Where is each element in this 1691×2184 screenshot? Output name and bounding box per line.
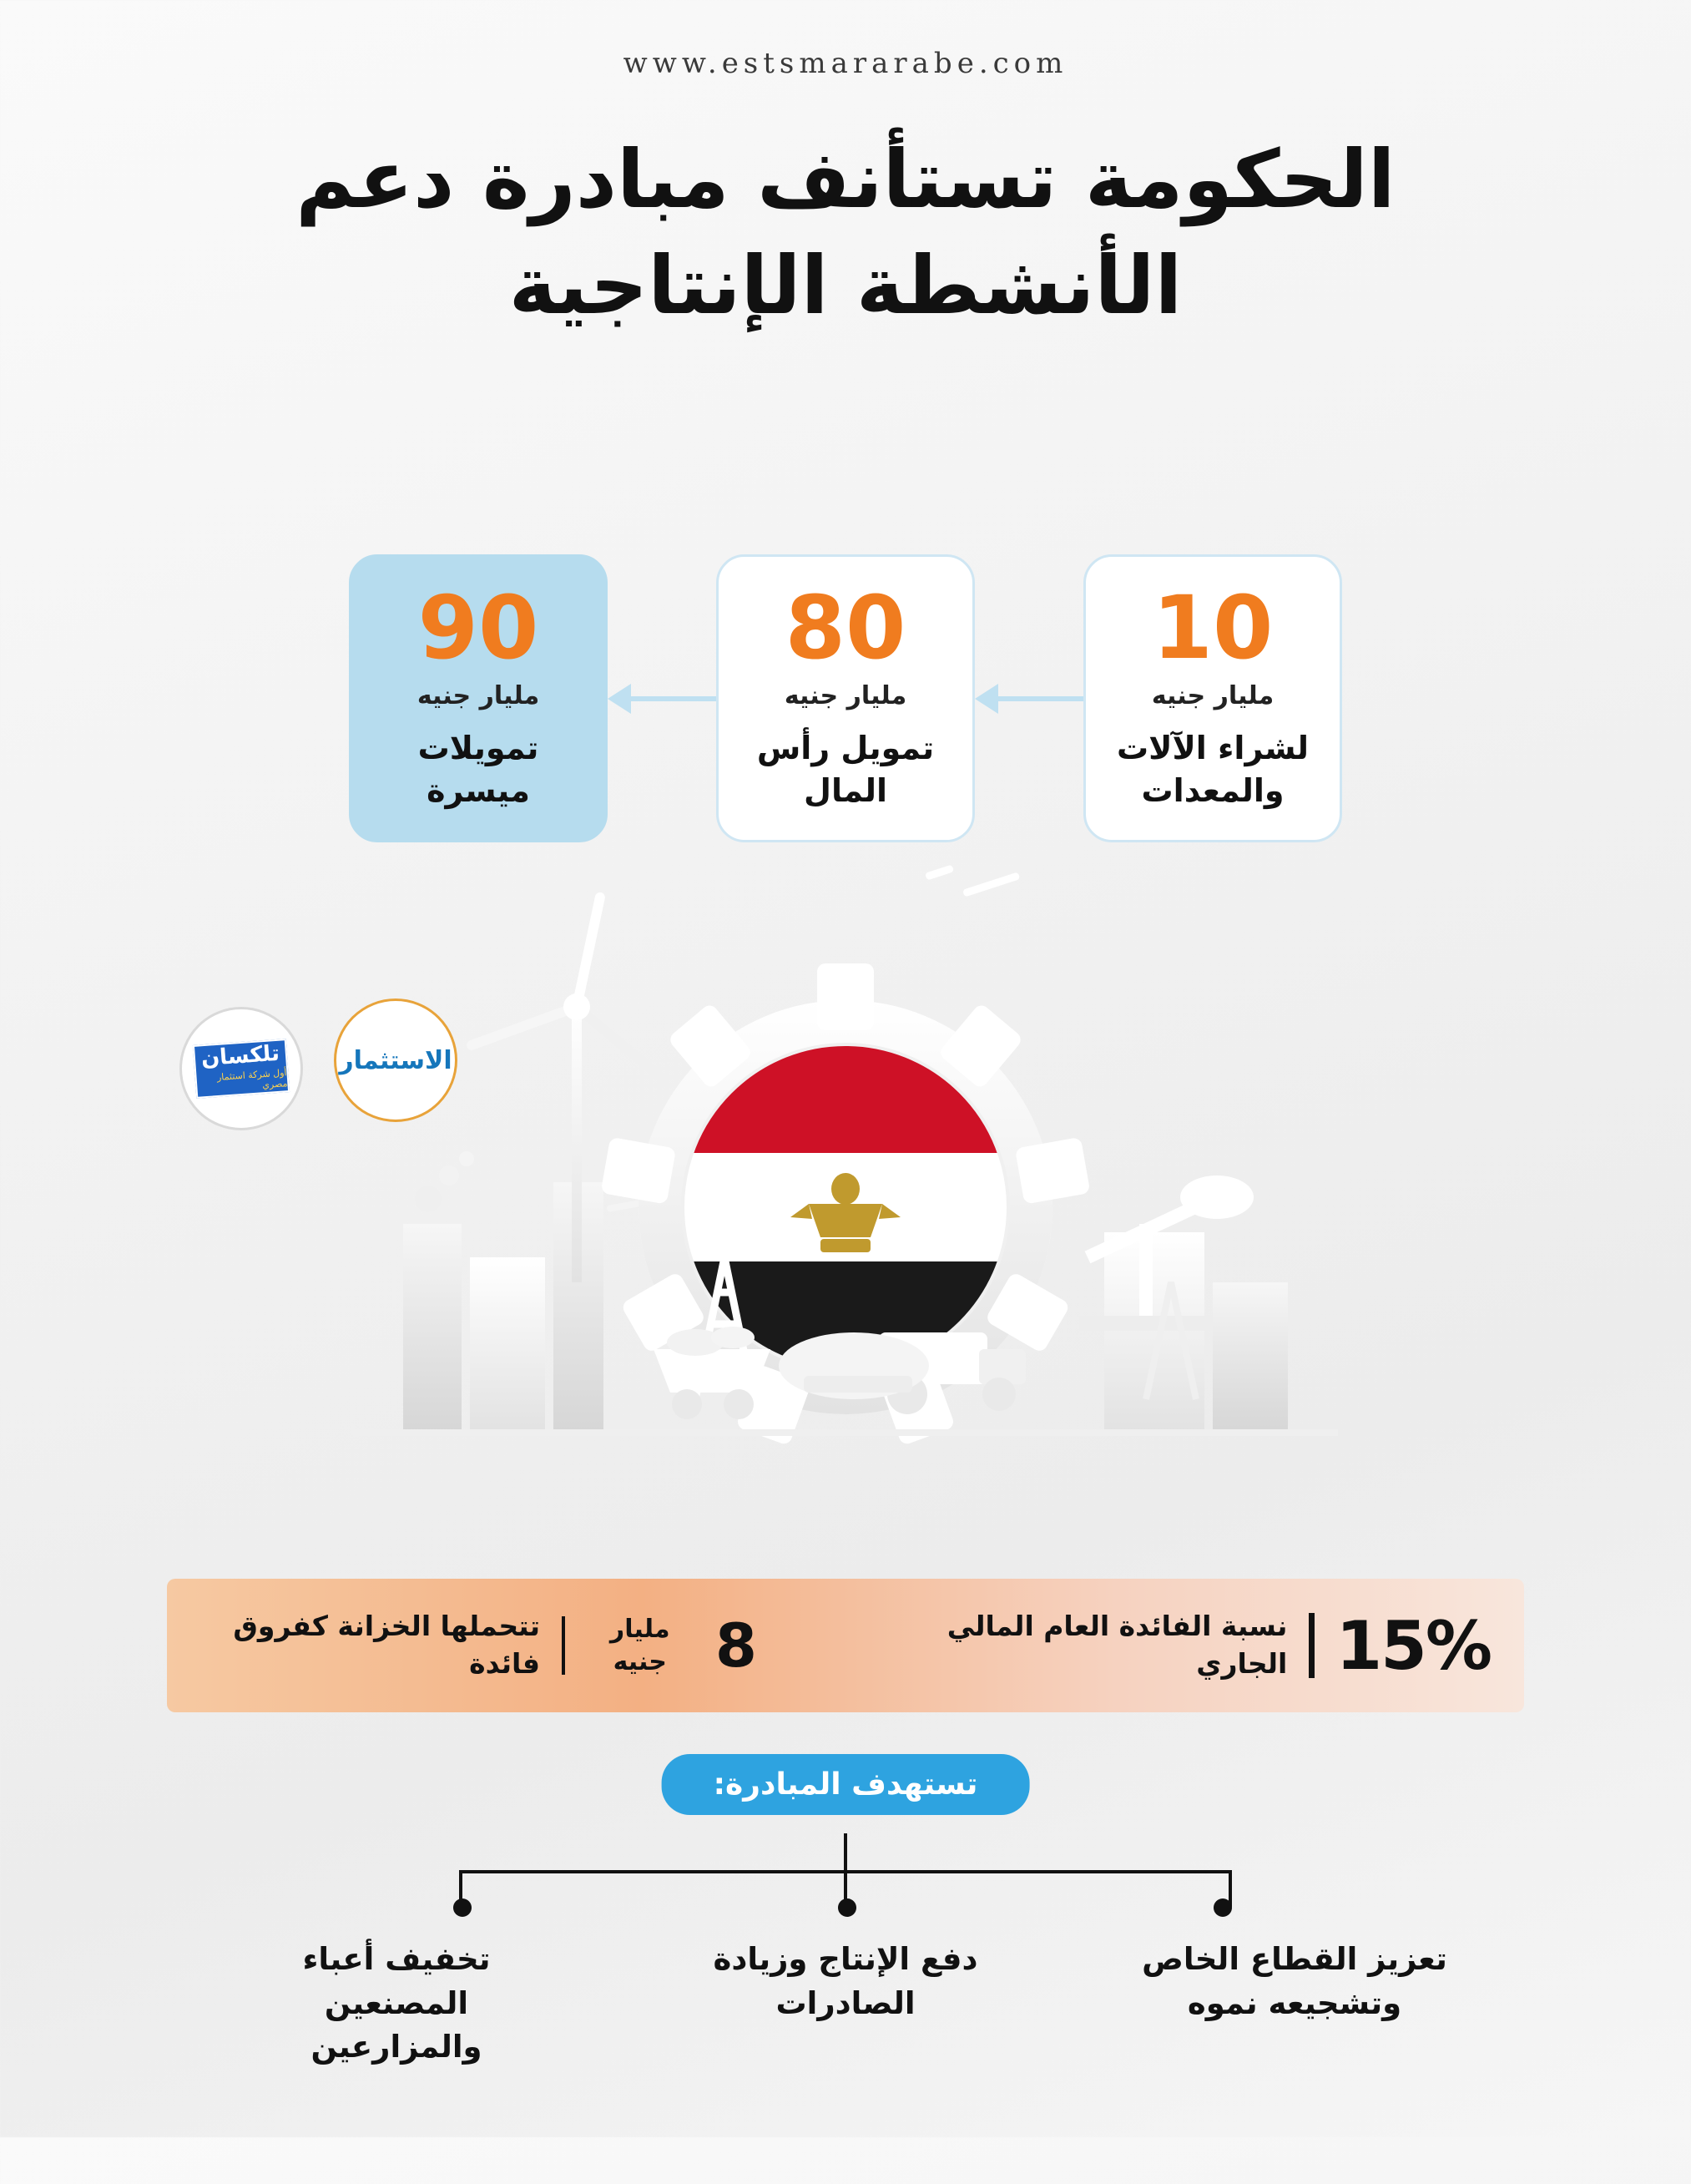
- badge-investment-name: الاستثمار: [339, 1045, 452, 1075]
- funding-card-desc: تمويل رأس المال: [756, 729, 935, 809]
- badge-telecsan: [179, 1007, 303, 1130]
- funding-card-desc: تمويلات ميسرة: [417, 729, 539, 809]
- funding-card-unit: مليار جنيه: [784, 680, 907, 710]
- treasury-amount: 8: [714, 1610, 758, 1681]
- funding-flow: [0, 554, 1691, 842]
- targets-title: تستهدف المبادرة:: [662, 1754, 1030, 1815]
- funding-card-number: 90: [417, 576, 539, 679]
- badge-telecsan-name: تلكسان: [200, 1040, 280, 1072]
- site-url: www.estsmararabe.com: [623, 47, 1068, 80]
- interest-rate-band: [167, 1579, 1524, 1712]
- funding-card-total: [349, 554, 608, 842]
- band-divider: [1309, 1613, 1314, 1678]
- treasury-amount-unit: مليار جنيه: [609, 1615, 670, 1676]
- treasury-amount-label: تتحملها الخزانة كفروق فائدة: [233, 1610, 541, 1680]
- band-divider-2: [562, 1616, 565, 1675]
- arrow-left-icon: [608, 682, 716, 715]
- industry-scene-svg: [303, 865, 1388, 1533]
- page-title: الحكومة تستأنف مبادرة دعم الأنشطة الإنتاجية: [295, 133, 1396, 332]
- target-item: دفع الإنتاج وزيادة الصادرات: [713, 1941, 978, 2021]
- industry-illustration: [0, 865, 1691, 1550]
- funding-card-working-capital: [716, 554, 975, 842]
- funding-card-number: 80: [785, 576, 906, 679]
- funding-card-unit: مليار جنيه: [416, 680, 540, 710]
- badge-telecsan-sub: أول شركة استثمار مصري: [216, 1067, 288, 1091]
- interest-percent: 15%: [1335, 1606, 1491, 1685]
- targets-connector: [351, 1833, 1340, 1900]
- target-item: تعزيز القطاع الخاص وتشجيعه نموه: [1142, 1941, 1447, 2021]
- interest-percent-label: نسبة الفائدة العام المالي الجاري: [946, 1610, 1288, 1680]
- funding-card-machinery: [1083, 554, 1342, 842]
- target-item: تخفيف أعباء المصنعين والمزارعين: [302, 1941, 491, 2065]
- targets-list: [234, 1938, 1457, 2070]
- arrow-left-icon: [975, 682, 1083, 715]
- funding-card-desc: لشراء الآلات والمعدات: [1116, 729, 1310, 809]
- badge-investment: [334, 998, 457, 1122]
- funding-card-unit: مليار جنيه: [1151, 680, 1275, 710]
- funding-card-number: 10: [1152, 576, 1274, 679]
